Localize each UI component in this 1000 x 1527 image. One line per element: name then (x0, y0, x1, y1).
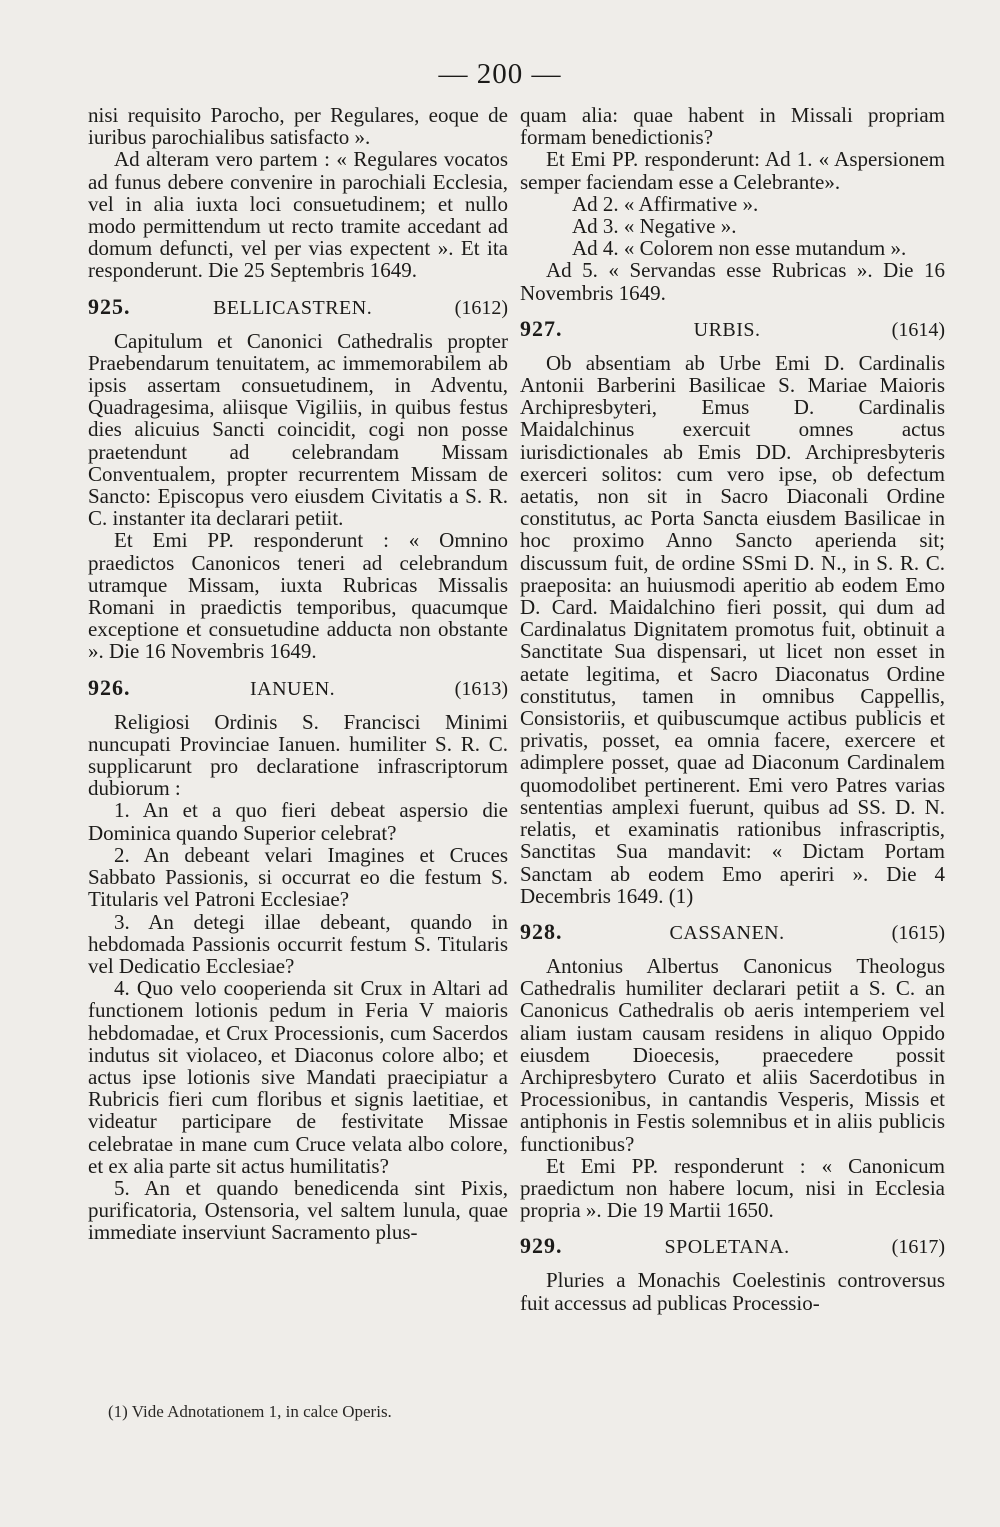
section-number: 927. (520, 315, 563, 341)
section-number: 925. (88, 293, 131, 319)
section-ref: (1613) (454, 677, 508, 700)
right-column (520, 104, 945, 1314)
question-5: 5. An et quando benedicenda sint Pixis, purificatoria, Ostensoria, vel saltem lunula, quae immediate inserviunt Sacramento plus- (88, 1175, 508, 1245)
section-title: BELLICASTREN. (212, 296, 373, 319)
footnote: (1) Vide Adnotationem 1, in calce Operis. (108, 1402, 392, 1421)
paragraph: Et Emi PP. responderunt : « Omnino praedictos Canonicos teneri ad celebrandum utramque Missam, iuxta Rubricas Missalis Romani in praedictis temporibus, quacumque exceptione et consuetudine adducta non obstante ». Die 16 Novembris 1649. (88, 528, 508, 664)
question-2: 2. An debeant velari Imagines et Cruces Sabbato Passionis, si occurrat eo die festum S. Titularis vel Patroni Ecclesiae? (88, 842, 508, 912)
section-heading-929 (520, 1233, 945, 1259)
section-title: SPOLETANA. (664, 1236, 790, 1259)
section-heading-926 (88, 675, 508, 701)
section-title: IANUEN. (250, 677, 336, 700)
paragraph: nisi requisito Parocho, per Regulares, eoque de iuribus parochialibus satisfacto ». (88, 103, 508, 150)
section-title: URBIS. (693, 318, 761, 341)
page-number: — 200 — (438, 58, 562, 90)
question-4: 4. Quo velo cooperienda sit Crux in Altari ad functionem lotionis pedum in Feria V maioris hebdomadae, et Crux Processionis, cum Sacerdos indutus sit violaceo, et Diaconus colore albo; et actus ipse lotionis sive Mandati praecipiatur a Rubricis fieri cum floribus et signis laetitiae, et videatur participare de festivitate Missae celebratae in mane cum Cruce velata albo colore, et ex alia parte sit actus humilitatis? (88, 976, 508, 1178)
paragraph: Et Emi PP. responderunt : « Canonicum praedictum non habere locum, nisi in Ecclesia propria ». Die 19 Martii 1650. (520, 1153, 945, 1223)
section-heading-927 (520, 316, 945, 342)
section-number: 928. (520, 918, 563, 944)
section-ref: (1615) (891, 921, 945, 944)
paragraph: Et Emi PP. responderunt: Ad 1. « Aspersionem semper faciendam esse a Celebrante». (520, 147, 945, 194)
question-1: 1. An et a quo fieri debeat aspersio die Dominica quando Superior celebrat? (88, 798, 508, 845)
answer-5: Ad 5. « Servandas esse Rubricas ». Die 16 Novembris 1649. (520, 258, 945, 305)
paragraph: Capitulum et Canonici Cathedralis propter Praebendarum tenuitatem, ac immemorabilem ab ipsis assertam consuetudinem, in Adventu, Quadragesima, aliisque Vigiliis, in quibus festus dies alicuius Sancti coincidit, cogi non posse praetendunt ad celebrandam Missam Conventualem, propter recurrentem Missam de Sancto: Episcopus vero eiusdem Civitatis a S. R. C. instanter ita declarari petiit. (88, 328, 508, 531)
paragraph: Ob absentiam ab Urbe Emi D. Cardinalis Antonii Barberini Basilicae S. Mariae Maioris Archipresbyteri, Emus D. Cardinalis Maidalchinus exercuit omnes actus iurisdictionales ab Emis DD. Archipresbyteris exerceri solitos: cum vero ipse, ob defectum aetatis, non sit in Sacro Diaconali Ordine constitutus, ac Porta Sancta eiusdem Basilicae in hoc proximo Anno Sancto aperienda sit; discussum fuit, de ordine SSmi D. N., in S. R. C. praeposita: an huiusmodi aperitio ab eodem Emo D. Card. Maidalchino fieri possit, qui dum ad Cardinalatus Dignitatem promotus fuit, obtinuit a Sanctitate Sua dispensari, ut licet non esset in aetate legitima, et Sacro Diaconatus Ordine constitutus, tamen in omnibus Cappellis, Consistoriis, et quibuscumque actibus publicis et privatis, posset, ea omnia facere, exercere et adimplere posset, quae ad Diaconum Cardinalem quomodolibet pertinerent. Emi vero Patres varias sententias amplexi fuerunt, quibus ad SS. D. N. relatis, et examinatis rationibus infrascriptis, Sanctitas Sua mandavit: « Dictam Portam Sanctam ab eodem Emo aperiri ». Die 4 Decembris 1649. (1) (520, 350, 945, 908)
paragraph: Religiosi Ordinis S. Francisci Minimi nuncupati Provinciae Ianuen. humiliter S. R. C. supplicarunt pro declaratione infrascriptorum dubiorum : (88, 709, 508, 801)
answer-4: Ad 4. « Colorem non esse mutandum ». (572, 236, 907, 261)
section-heading-925 (88, 294, 508, 320)
paragraph: Ad alteram vero partem : « Regulares vocatos ad funus debere convenire in parochiali Ecclesia, vel in alia iuxta loci consuetudinem; et nullo modo permittendum ut recto tramite accedant ad domum defuncti, vel per vias expectent ». Et ita responderunt. Die 25 Septembris 1649. (88, 147, 508, 283)
section-title: CASSANEN. (669, 921, 785, 944)
paragraph: Antonius Albertus Canonicus Theologus Cathedralis humiliter declarari petiit a S. C. an Canonicus Cathedralis ob aeris intemperiem vel aliam iustam causam residens in aliquo Oppido eiusdem Dioecesis, praecedere possit Archipresbytero Curato et aliis Sacerdotibus in Processionibus, in cantandis Vesperis, Missis et antiphonis in Festis solemnibus et in aliis publicis functionibus? (520, 953, 945, 1156)
section-number: 929. (520, 1233, 563, 1259)
paragraph: Pluries a Monachis Coelestinis controversus fuit accessus ad publicas Processio- (520, 1268, 945, 1315)
section-number: 926. (88, 674, 131, 700)
section-heading-928 (520, 919, 945, 945)
section-ref: (1614) (891, 318, 945, 341)
section-ref: (1612) (454, 296, 508, 319)
answer-3: Ad 3. « Negative ». (572, 214, 737, 239)
left-column (88, 104, 508, 1244)
answer-2: Ad 2. « Affirmative ». (572, 191, 759, 216)
section-ref: (1617) (891, 1236, 945, 1259)
question-3: 3. An detegi illae debeant, quando in hebdomada Passionis occurrit festum S. Titularis vel Dedicatio Ecclesiae? (88, 909, 508, 978)
paragraph: quam alia: quae habent in Missali propriam formam benedictionis? (520, 103, 945, 150)
